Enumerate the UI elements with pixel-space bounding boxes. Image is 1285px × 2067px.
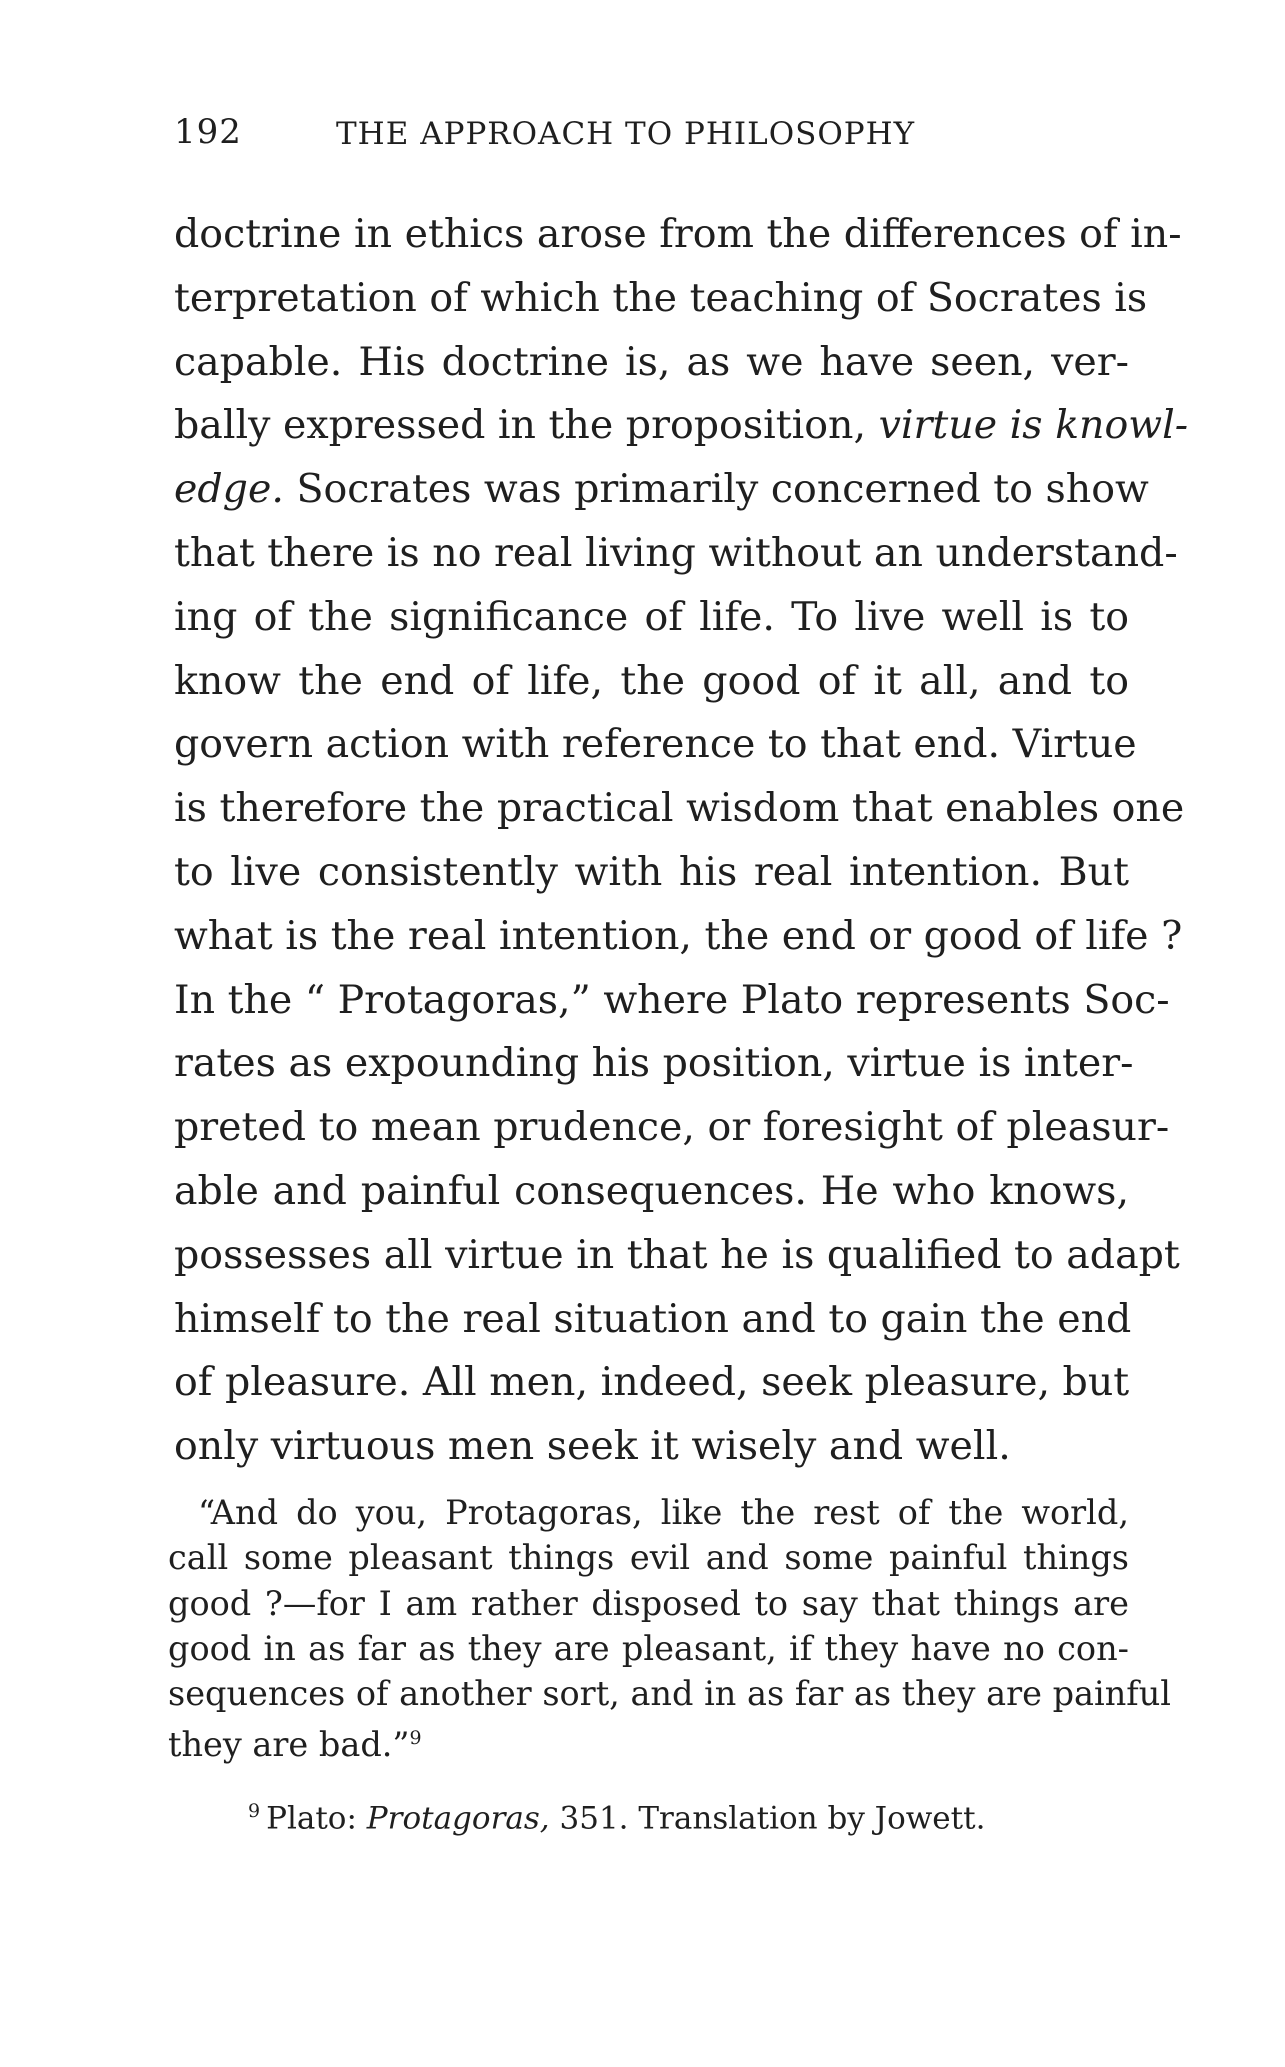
text-line: capable. His doctrine is, as we have seen, ver- — [174, 338, 1129, 385]
text-line: only virtuous men seek it wisely and well. — [174, 1423, 1011, 1470]
text-line: doctrine in ethics arose from the differences of in- — [174, 211, 1182, 257]
italic-phrase: virtue is knowl- — [878, 402, 1189, 449]
quote-line: sequences of another sort, and in as far as they are painful — [168, 1674, 1171, 1714]
text-line — [174, 458, 1149, 522]
text-line: rates as expounding his position, virtue is inter- — [174, 1040, 1134, 1087]
footnote-rest: 351. Translation by Jowett. — [549, 1800, 986, 1837]
quote-line: good in as far as they are pleasant, if they have no con- — [168, 1628, 1129, 1668]
running-header — [174, 112, 1129, 162]
text-line: ing of the significance of life. To live well is to — [174, 593, 1129, 640]
text-span: Socrates was primarily concerned to show — [283, 466, 1149, 513]
quote-line: call some pleasant things evil and some painful things — [168, 1538, 1129, 1578]
text-line: terpretation of which the teaching of Socrates is — [174, 274, 1148, 321]
text-line: is therefore the practical wisdom that enables one — [174, 785, 1185, 832]
text-line: preted to mean prudence, or foresight of pleasur- — [174, 1104, 1170, 1151]
text-line: to live consistently with his real intention. But — [174, 848, 1129, 895]
text-line: what is the real intention, the end or good of life ? — [174, 912, 1183, 959]
footnote-reference: 9 — [409, 1727, 422, 1750]
running-title: THE APPROACH TO PHILOSOPHY — [336, 116, 916, 152]
italic-phrase: edge. — [174, 466, 284, 513]
text-line: able and painful consequences. He who knows, — [174, 1167, 1129, 1214]
text-line: know the end of life, the good of it all, and to — [174, 657, 1129, 704]
body-paragraph — [174, 203, 1189, 1479]
footnote-author: Plato: — [266, 1800, 357, 1837]
text-line: that there is no real living without an understand- — [174, 529, 1178, 576]
text-line: govern action with reference to that end. Virtue — [174, 721, 1137, 768]
text-line: himself to the real situation and to gain the end — [174, 1295, 1132, 1342]
quote-line: good ?—for I am rather disposed to say that things are — [168, 1583, 1129, 1623]
text-span: they are bad.” — [168, 1725, 410, 1765]
text-line — [174, 394, 1189, 458]
footnote-marker: 9 — [248, 1800, 261, 1822]
block-quote — [168, 1490, 1171, 1765]
quote-line — [168, 1716, 1129, 1765]
text-line: In the “ Protagoras,” where Plato represents Soc- — [174, 976, 1170, 1023]
quote-line: “And do you, Protagoras, like the rest of the world, — [198, 1493, 1129, 1532]
text-line: of pleasure. All men, indeed, seek pleasure, but — [174, 1359, 1130, 1406]
footnote-title: Protagoras, — [366, 1800, 550, 1837]
text-span: bally expressed in the proposition, — [174, 402, 879, 449]
footnote — [248, 1800, 985, 1836]
text-line: possesses all virtue in that he is qualified to adapt — [174, 1231, 1180, 1278]
page-number: 192 — [174, 112, 242, 152]
